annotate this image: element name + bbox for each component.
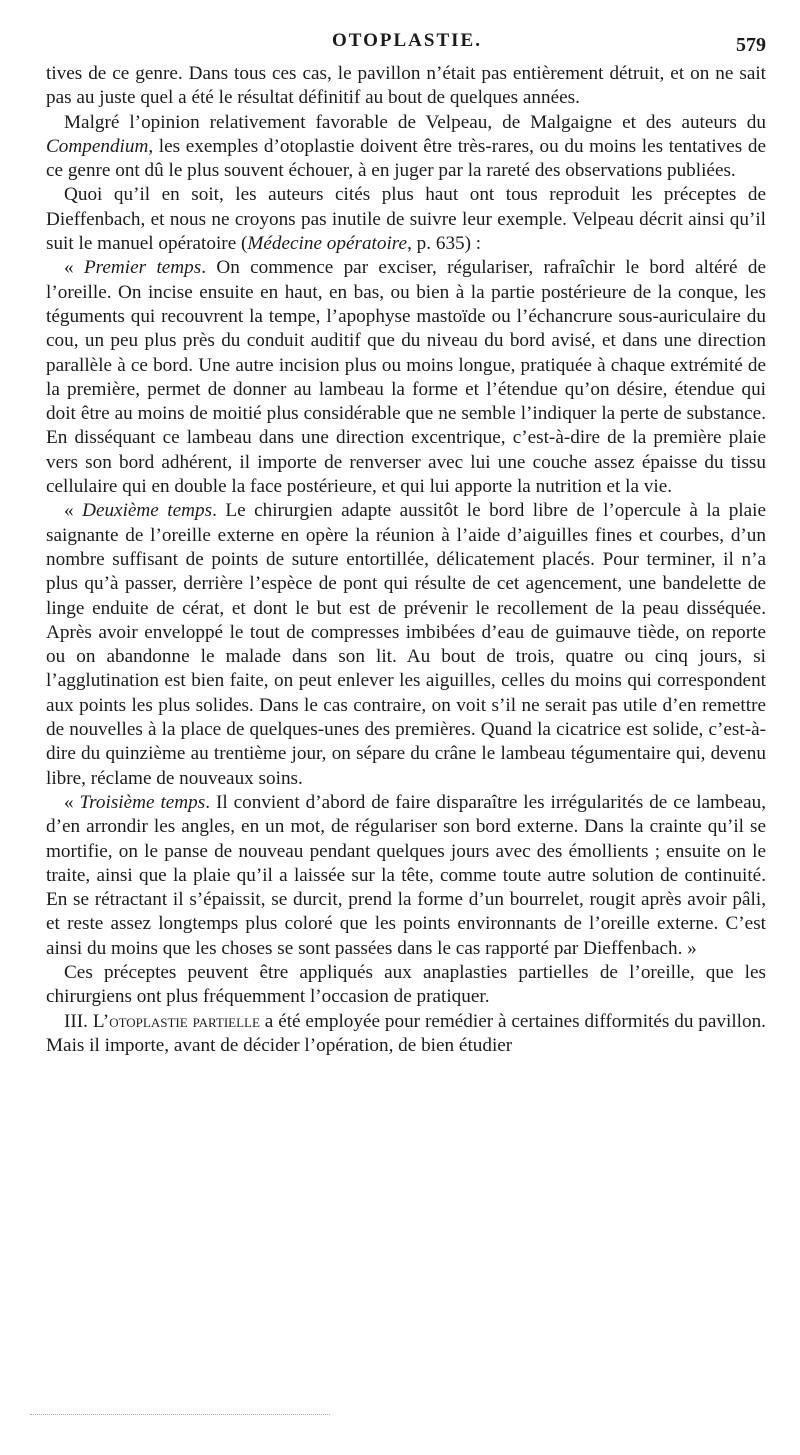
- paragraph: [46, 961, 766, 1010]
- small-caps-text: otoplastie partielle: [109, 1010, 260, 1032]
- paragraph-text: a été employée pour remédier à certaines difformités du pavillon. Mais il importe, avant de décider l’opération, de bien étudier: [46, 1010, 766, 1056]
- paragraph-text: . On commence par exciser, régulariser, rafraîchir le bord altéré de l’oreille. On incise ensuite en haut, en bas, ou bien à la partie postérieure de la conque, les téguments qui recouvrent la tempe, l’apophyse mastoïde ou l’échancrure sous-auriculaire du cou, un peu plus près du conduit auditif que du niveau du bord avisé, et dans une direction parallèle à ce bord. Une autre incision plus ou moins longue, pratiquée à chaque extrémité de la première, permet de donner au lambeau la forme et l’étendue qu’on désire, étendue qui doit être au moins de moitié plus considérable que ne semble l’indiquer la perte de substance. En disséquant ce lambeau dans une direction excentrique, c’est-à-dire de la première plaie vers son bord adhérent, il importe de renverser avec lui une couche assez épaisse du tissu cellulaire qui en double la face postérieure, et qui lui apporte la nutrition et la vie.: [46, 257, 766, 498]
- paragraph: [46, 499, 766, 791]
- paragraph-text: «: [64, 257, 84, 279]
- running-title: OTOPLASTIE.: [332, 30, 482, 51]
- italic-text: Troisième temps: [79, 791, 206, 813]
- paragraph-text: . Il convient d’abord de faire disparaître les irrégularités de ce lambeau, d’en arrondir les angles, en un mot, de régulariser son bord externe. Dans la crainte qu’il se mortifie, on le panse de nouveau pendant quelques jours avec des émollients ; ensuite on le traite, ainsi que la plaie qu’il a laissée sur la tête, comme toute autre solution de continuité. En se rétractant il s’épaissit, se durcit, prend la forme d’un bourrelet, rougit après avoir pâli, et reste assez longtemps plus coloré que les points environnants de l’oreille externe. C’est ainsi du moins que les choses se sont passées dans le cas rapporté par Dieffenbach. »: [46, 791, 767, 959]
- paragraph: [46, 183, 766, 256]
- italic-text: Compendium: [46, 135, 149, 157]
- paragraph-text: . Le chirurgien adapte aussitôt le bord libre de l’opercule à la plaie saignante de l’oreille externe en opère la réunion à l’aide d’aiguilles fines et courbes, d’un nombre suffisant de points de suture entortillée, délicatement placés. Pour terminer, il n’a plus qu’à passer, derrière l’espèce de pont qui résulte de cet agencement, une bandelette de linge enduite de cérat, et dont le but est de prévenir le recollement de la peau disséquée. Après avoir enveloppé le tout de compresses imbibées d’eau de guimauve tiède, on reporte ou on abandonne le malade dans son lit. Au bout de trois, quatre ou cinq jours, si l’agglutination est bien faite, on peut enlever les aiguilles, celles du moins qui correspondent aux points les plus solides. Dans le cas contraire, on voit s’il ne serait pas utile d’en remettre de nouvelles à la place de quelques-unes des premières. Quand la cicatrice est solide, c’est-à-dire du quinzième au trentième jour, on sépare du crâne le lambeau tégumentaire qui, devenu libre, réclame de nouveaux soins.: [46, 500, 766, 789]
- paragraph: [46, 62, 766, 111]
- paragraph: [46, 256, 766, 499]
- italic-text: Deuxième temps: [82, 500, 213, 522]
- paragraph-text: «: [64, 500, 83, 522]
- paragraph-text: III. L’: [64, 1010, 110, 1032]
- text-body: [46, 62, 766, 1058]
- paragraph: [46, 111, 766, 184]
- paragraph-text: tives de ce genre. Dans tous ces cas, le pavillon n’était pas entièrement détruit, et on ne sait pas au juste quel a été le résultat définitif au bout de quelques années.: [46, 63, 766, 109]
- paragraph-text: , les exemples d’otoplastie doivent être très-rares, ou du moins les tentatives de ce genre ont dû le plus souvent échouer, à en juger par la rareté des observations publiées.: [46, 135, 766, 182]
- paragraph-text: Ces préceptes peuvent être appliqués aux anaplasties partielles de l’oreille, que les chirurgiens ont plus fréquemment l’occasion de pratiquer.: [46, 961, 766, 1008]
- paragraph: [46, 791, 766, 961]
- page-header: [48, 30, 766, 60]
- bottom-divider: [30, 1414, 330, 1415]
- italic-text: Premier temps: [83, 257, 202, 279]
- paragraph-text: «: [64, 791, 80, 813]
- paragraph-text: , p. 635) :: [407, 233, 482, 255]
- paragraph-text: Quoi qu’il en soit, les auteurs cités plus haut ont tous reproduit les préceptes de Dieffenbach, et nous ne croyons pas inutile de suivre leur exemple. Velpeau décrit ainsi qu’il suit le manuel opératoire (: [46, 184, 766, 255]
- italic-text: Médecine opératoire: [247, 233, 408, 255]
- page-number: 579: [736, 34, 766, 56]
- paragraph-text: Malgré l’opinion relativement favorable de Velpeau, de Malgaigne et des auteurs du: [64, 111, 766, 133]
- paragraph: [46, 1010, 766, 1059]
